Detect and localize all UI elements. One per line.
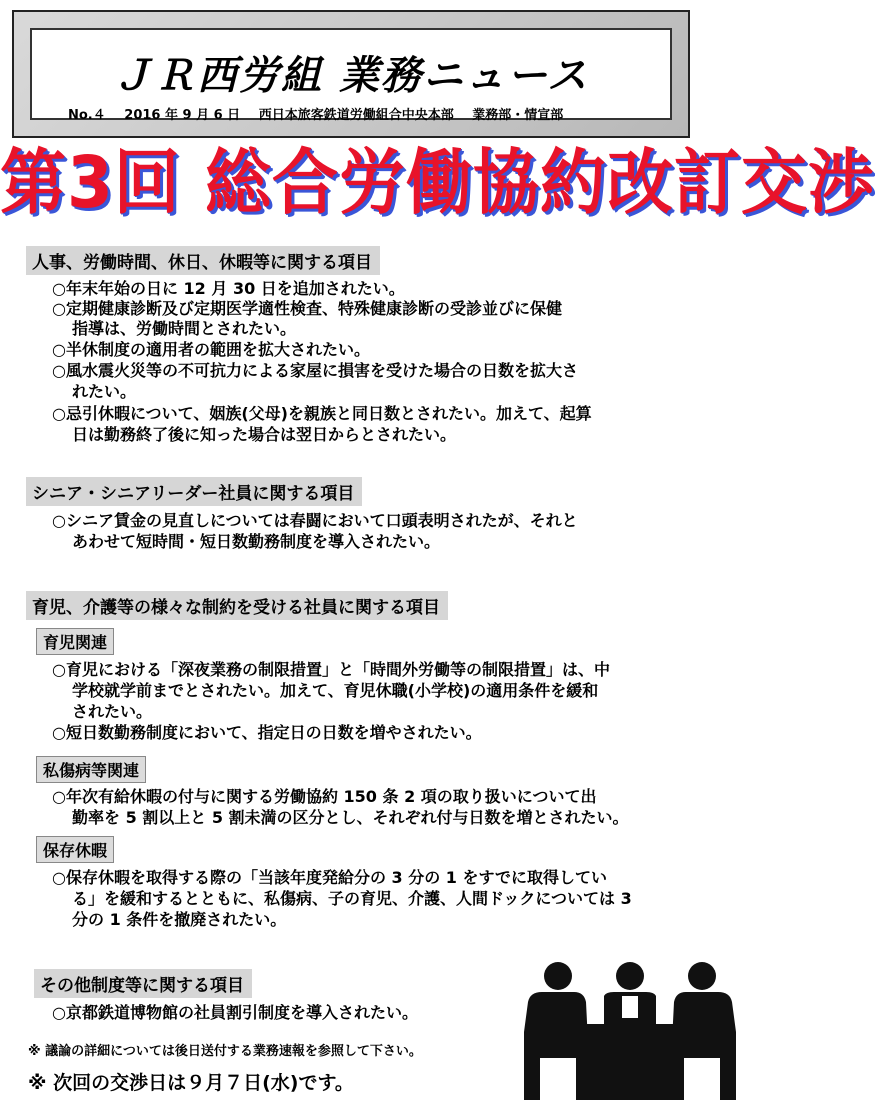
item-line: 日は勤務終了後に知った場合は翌日からとされたい。 [72,425,457,444]
item-line: ○年次有給休暇の付与に関する労働協約 150 条 2 項の取り扱いについて出 [52,787,597,806]
organization: 西日本旅客鉄道労働組合中央本部 [258,108,454,123]
item-line: ○シニア賃金の見直しについては春闘において口頭表明されたが、それと [52,511,578,530]
item-line: 指導は、労働時間とされたい。 [72,319,297,338]
section-heading-other: その他制度等に関する項目 [34,969,252,998]
department: 業務部・情宣部 [472,108,564,123]
item-line: ○京都鉄道博物館の社員割引制度を導入されたい。 [52,1003,418,1022]
section-heading-senior: シニア・シニアリーダー社員に関する項目 [26,477,362,506]
item-line: あわせて短時間・短日数勤務制度を導入されたい。 [72,532,441,551]
item-line: ○年末年始の日に 12 月 30 日を追加されたい。 [52,279,405,298]
item-line: ○風水震火災等の不可抗力による家屋に損害を受けた場合の日数を拡大さ [52,361,578,380]
issue-number: No.４ [68,108,106,123]
item-line: 学校就学前までとされたい。加えて、育児休職(小学校)の適用条件を緩和 [72,681,599,700]
item-line: ○保存休暇を取得する際の「当該年度発給分の 3 分の 1 をすでに取得してい [52,868,607,887]
item-line: ○忌引休暇について、姻族(父母)を親族と同日数とされたい。加えて、起算 [52,404,592,423]
item-line: れたい。 [72,382,137,401]
subheading-childcare: 育児関連 [36,628,114,655]
section-heading-personnel: 人事、労働時間、休日、休暇等に関する項目 [26,246,380,275]
section-heading-childcare-nursing: 育児、介護等の様々な制約を受ける社員に関する項目 [26,591,448,620]
detail-note: ※ 議論の詳細については後日送付する業務速報を参照して下さい。 [28,1044,422,1059]
subheading-saved-leave: 保存休暇 [36,836,114,863]
next-negotiation-note: ※ 次回の交渉日は９月７日(水)です。 [28,1072,354,1094]
header-inner [30,28,672,123]
item-line: 勤率を 5 割以上と 5 割未満の区分とし、それぞれ付与日数を増とされたい。 [72,808,629,827]
item-line: る」を緩和するとともに、私傷病、子の育児、介護、人間ドックについては 3 [72,889,632,908]
item-line: ○短日数勤務制度において、指定日の日数を増やされたい。 [52,723,482,742]
issue-date: 2016 年 9 月 6 日 [124,108,241,123]
item-line: ○育児における「深夜業務の制限措置」と「時間外労働等の制限措置」は、中 [52,660,610,679]
item-line: ○定期健康診断及び定期医学適性検査、特殊健康診断の受診並びに保健 [52,299,562,318]
item-line: ○半休制度の適用者の範囲を拡大されたい。 [52,340,370,359]
meeting-people-icon [520,962,740,1100]
newsletter-title: ＪＲ西労組 業務ニュース [113,53,589,99]
main-title: 第3回 総合労働協約改訂交渉 [0,140,875,225]
item-line: されたい。 [72,702,153,721]
subheading-illness: 私傷病等関連 [36,756,146,783]
header-frame [12,10,690,138]
header-subline [68,104,660,123]
item-line: 分の 1 条件を撤廃されたい。 [72,910,287,929]
